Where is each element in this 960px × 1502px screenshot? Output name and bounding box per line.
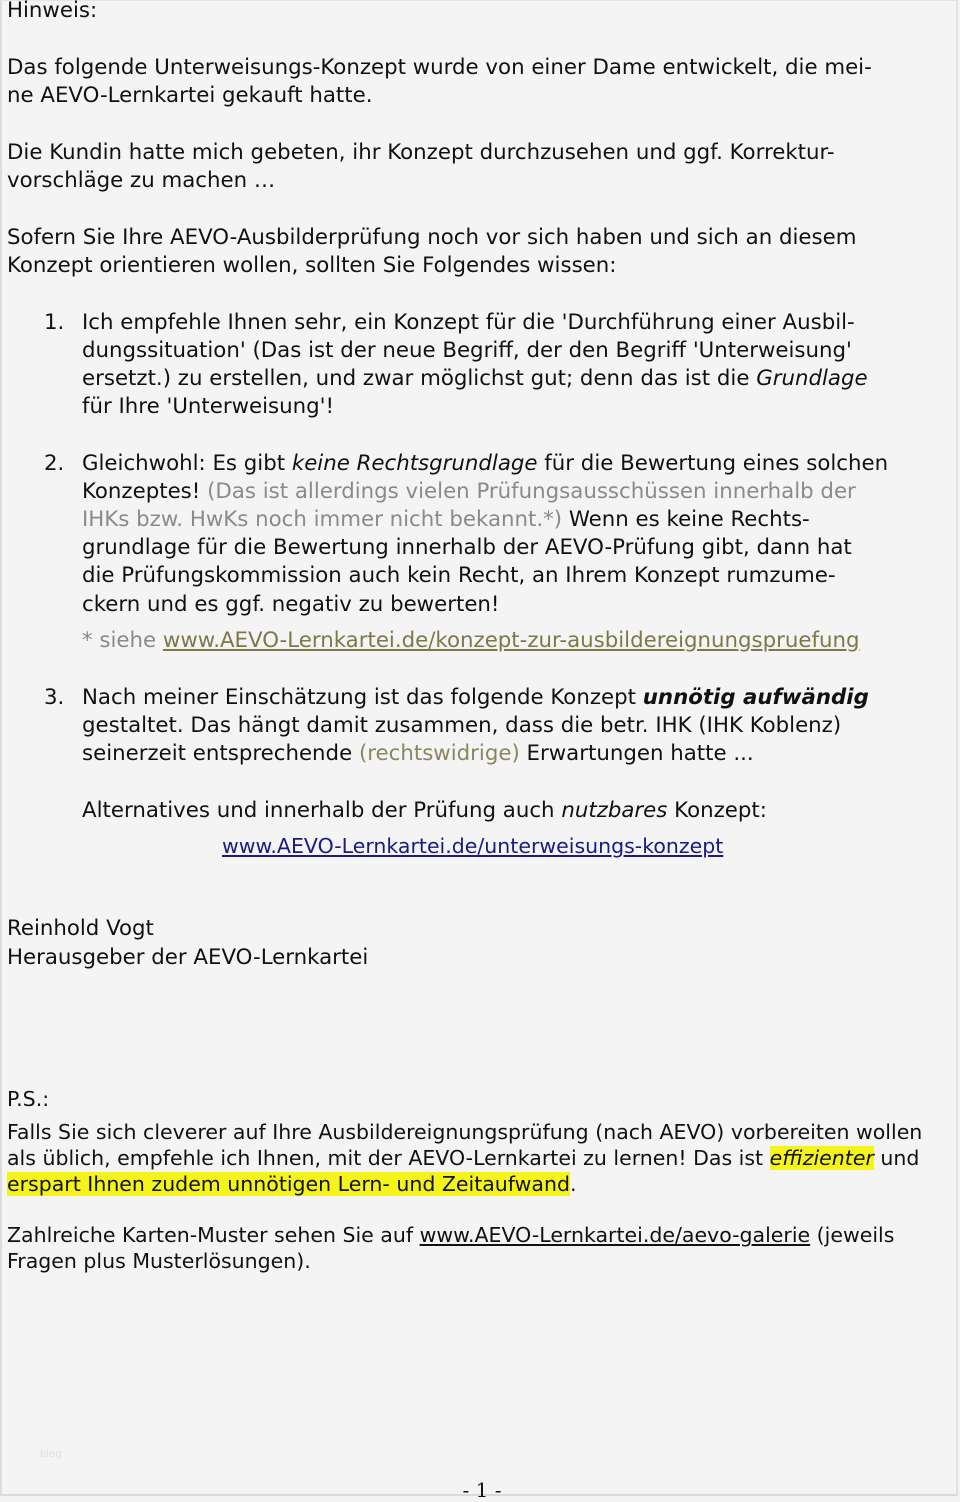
gallery-post: (jeweils [810,1223,895,1247]
emphasis-grundlage: Grundlage [756,366,868,391]
highlight-effizienter: effizienter [769,1146,874,1170]
gallery-line-1 [7,1222,894,1248]
intro-line-2: ne AEVO-Lernkartei gekauft hatte. [7,83,373,108]
ps-line-3-post: . [569,1172,577,1196]
gray-aside-cont: IHKs bzw. HwKs noch immer nicht bekannt.*) [82,507,563,532]
ps-line-3 [7,1171,577,1197]
item-3-line-1 [82,684,869,713]
ps-line-2-pre: als üblich, empfehle ich Ihnen, mit der AEVO-Lernkartei zu lernen! Das ist [7,1146,770,1170]
footnote-link[interactable]: www.AEVO-Lernkartei.de/konzept-zur-ausbildereignungspruefung [162,628,860,653]
item-2-line-1 [82,450,888,479]
unterweisungs-konzept-link[interactable] [222,832,723,861]
gray-aside: (Das ist allerdings vielen Prüfungsausschüssen innerhalb der [207,479,856,504]
list-number: 1. [44,310,65,335]
request-line-2: vorschläge zu machen … [7,168,276,193]
olive-aside: (rechtswidrige) [358,741,520,766]
highlight-erspart: erspart Ihnen zudem unnötigen Lern- und Zeitaufwand [7,1172,570,1196]
item-1-line-4: für Ihre 'Unterweisung'! [82,394,335,419]
item-3-line-1-pre: Nach meiner Einschätzung ist das folgende Konzept [82,685,643,710]
item-2-line-4: grundlage für die Bewertung innerhalb der AEVO-Prüfung gibt, dann hat [82,535,852,560]
item-2-line-2-pre: Konzeptes! [82,479,208,504]
item-3-line-3-pre: seinerzeit entsprechende [82,741,359,766]
gallery-link[interactable]: www.AEVO-Lernkartei.de/aevo-galerie [419,1223,811,1247]
signature-name: Reinhold Vogt [7,916,154,941]
emphasis-keine-rechtsgrundlage: keine Rechtsgrundlage [291,451,538,476]
intro-line-1: Das folgende Unterweisungs-Konzept wurde von einer Dame entwickelt, die mei- [7,55,872,80]
item-3-line-3 [82,740,754,769]
ps-line-1: Falls Sie sich cleverer auf Ihre Ausbildereignungsprüfung (nach AEVO) vorbereiten wollen [7,1120,923,1144]
list-number: 3. [44,685,65,710]
link-text[interactable]: www.AEVO-Lernkartei.de/unterweisungs-konzept [222,834,724,858]
item-3-line-3-post: Erwartungen hatte ... [519,741,754,766]
item-1-line-1: Ich empfehle Ihnen sehr, ein Konzept für die 'Durchführung einer Ausbil- [82,310,855,335]
item-3-line-2: gestaltet. Das hängt damit zusammen, dass die betr. IHK (IHK Koblenz) [82,713,842,738]
item-2-line-3 [82,506,810,535]
alternative-line [82,797,767,826]
item-1-line-2: dungssituation' (Das ist der neue Begriff, der den Begriff 'Unterweisung' [82,338,852,363]
ps-line-2 [7,1145,919,1171]
preface-line-2: Konzept orientieren wollen, sollten Sie Folgendes wissen: [7,253,617,278]
request-line-1: Die Kundin hatte mich gebeten, ihr Konzept durchzusehen und ggf. Korrektur- [7,140,835,165]
item-2-line-5: die Prüfungskommission auch kein Recht, an Ihrem Konzept rumzume- [82,563,836,588]
footnote-prefix: * siehe [82,628,163,653]
alternative-pre: Alternatives und innerhalb der Prüfung auch [82,798,562,823]
signature-title: Herausgeber der AEVO-Lernkartei [7,945,369,970]
ps-line-2-post: und [873,1146,920,1170]
emphasis-nutzbares: nutzbares [561,798,668,823]
watermark: blog [40,1449,62,1460]
gallery-line-2: Fragen plus Musterlösungen). [7,1249,311,1273]
page-number: - 1 - [462,1478,502,1502]
item-2-line-6: ckern und es ggf. negativ zu bewerten! [82,592,500,617]
gallery-pre: Zahlreiche Karten-Muster sehen Sie auf [7,1223,420,1247]
list-number: 2. [44,451,65,476]
item-1-line-3 [82,365,868,394]
emphasis-unnoetig-aufwaendig: unnötig aufwändig [642,685,869,710]
footnote [82,627,860,656]
item-2-line-3-post: Wenn es keine Rechts- [562,507,810,532]
ps-label: P.S.: [7,1087,50,1111]
preface-line-1: Sofern Sie Ihre AEVO-Ausbilderprüfung noch vor sich haben und sich an diesem [7,225,857,250]
item-2-line-2 [82,478,856,507]
alternative-post: Konzept: [667,798,767,823]
item-2-line-1-pre: Gleichwohl: Es gibt [82,451,292,476]
item-1-line-3-text: ersetzt.) zu erstellen, und zwar möglichst gut; denn das ist die [82,366,757,391]
heading: Hinweis: [7,0,98,23]
item-2-line-1-post: für die Bewertung eines solchen [537,451,889,476]
